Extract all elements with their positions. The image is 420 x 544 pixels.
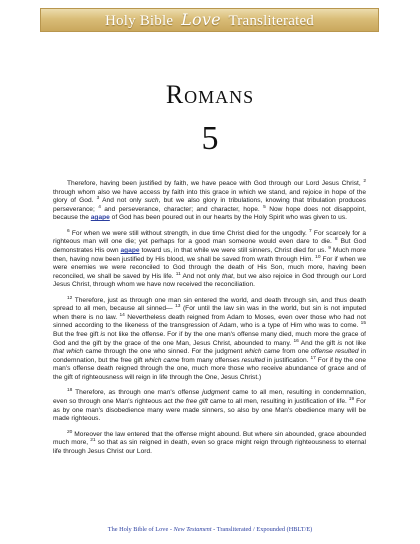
italic-text: is	[100, 331, 106, 338]
text-run: , but we also rejoice in God through our Lord Jesus Christ, through whom we have now received the reconciliation.	[53, 272, 366, 289]
text-run: And the gift	[298, 339, 338, 347]
text-run: (For until the law sin was in the world, but sin is not imputed when there is no law.	[53, 305, 366, 321]
text-run: Therefore, as through one man's offense	[72, 389, 203, 397]
text-run: of God has been poured out in our hearts by the Holy Spirit who was given to us.	[109, 214, 347, 222]
text-run: so that as sin reigned in death, even so grace might reign through righteousness to eternal life through Jesus Christ our Lord.	[53, 439, 366, 455]
banner-title-part1: Holy Bible	[104, 13, 174, 29]
text-run: from many offenses	[179, 356, 242, 364]
text-run: , but we also glory in tribulations, knowing that tribulation produces perseverance;	[53, 197, 366, 213]
verse-number: 14	[119, 312, 125, 318]
text-run: not like	[342, 339, 366, 347]
banner-title	[105, 10, 314, 30]
text-run: came to all men, resulting in condemnation, even so through one Man's righteous act	[53, 389, 366, 405]
italic-text: resulted	[241, 356, 266, 364]
chapter-number: 5	[201, 120, 219, 157]
verse-number: 21	[90, 438, 96, 443]
verse-number: 4	[98, 204, 101, 210]
text-run: Therefore, having been justified by faith, we have peace with God through our Lord Jesus Christ,	[67, 180, 364, 187]
text-run: in condemnation, but the free gift	[53, 348, 367, 364]
text-run: through whom also we have access by faith into this grace in which we stand, and rejoice in hope of the glory of God.	[53, 188, 366, 205]
verse-number: 10	[315, 254, 321, 260]
page-footer	[0, 526, 420, 533]
verse-number: 9	[328, 245, 331, 251]
footer-part2: - Transliterated / Expounded (HBLT/E)	[211, 526, 313, 533]
footer-part1: The Holy Bible of Love -	[107, 526, 174, 533]
italic-text: the free gift	[174, 397, 208, 405]
text-run: Therefore, just as through one man sin entered the world, and death through sin, and thus death spread to all men, because all sinned—	[53, 296, 366, 313]
text-run: in justification.	[265, 356, 311, 364]
text-run: Nevertheless death reigned from Adam to Moses, even over those who had not sinned according to the likeness of the transgression of Adam, who is a type of Him who was to come.	[53, 313, 366, 330]
verse-number: 16	[293, 338, 299, 344]
header-banner	[40, 8, 379, 32]
verse-number: 18	[67, 388, 73, 394]
verse-number: 17	[310, 355, 316, 361]
paragraph	[53, 297, 366, 383]
text-run: For if when we were enemies we were reconciled to God through the death of His Son, much more, having been reconciled, we shall be saved by His life.	[53, 255, 366, 280]
text-run: Now hope does not disappoint, because the	[53, 205, 366, 222]
chapter-text	[53, 180, 366, 463]
verse-number: 13	[175, 304, 181, 310]
text-run: But the free gift	[53, 331, 101, 338]
italic-text: judgment	[202, 389, 230, 397]
italic-text: that which	[53, 348, 84, 356]
paragraph	[53, 389, 366, 423]
agape-link[interactable]: agape	[90, 214, 110, 222]
italic-text: such	[144, 197, 159, 205]
italic-text: that	[222, 272, 233, 280]
text-run: toward us, in that while we were still sinners, Christ died for us.	[139, 246, 329, 254]
verse-number: 5	[263, 204, 266, 210]
verse-number: 20	[67, 429, 73, 435]
text-run: And not only	[180, 272, 222, 280]
verse-number: 6	[67, 228, 70, 234]
verse-number: 7	[309, 228, 312, 234]
text-run: For when we were still without strength, in due time Christ died for the ungodly.	[69, 229, 310, 237]
agape-link[interactable]: agape	[120, 246, 140, 254]
paragraph	[53, 180, 366, 223]
verse-number: 11	[175, 271, 181, 277]
text-run: Much more then, having now been justified by His blood, we shall be saved from wrath through Him.	[53, 246, 366, 263]
text-run: from one	[279, 348, 312, 356]
text-run: For as by one man's disobedience many were made sinners, so also by one Man's obedience many will be made righteous.	[53, 397, 366, 423]
text-run: and perseverance, character; and character, hope.	[100, 205, 264, 213]
verse-number: 19	[348, 396, 355, 402]
verse-number: 12	[67, 295, 73, 301]
footer-italic: New Testament	[173, 526, 212, 533]
paragraph	[53, 230, 366, 290]
banner-title-part2: Transliterated	[228, 13, 315, 29]
text-run: not like the offense. For if by the one man's offense many died, much more the grace of God and the gift by the grace of the one Man, Jesus Christ, abounded to many.	[53, 331, 366, 347]
text-run: came through the one who sinned. For the judgment	[83, 348, 245, 356]
banner-title-script: Love	[181, 10, 221, 29]
text-run: came to all men, resulting in justification of life.	[207, 397, 349, 405]
text-run: For if by the one man's offense death reigned through the one, much more those who receive abundance of grace and of the gift of righteousness will reign in life through the One, Jesus Christ.)	[53, 356, 366, 381]
verse-number: 8	[334, 237, 338, 243]
text-run: But God demonstrates His own	[53, 238, 366, 254]
verse-number: 2	[363, 178, 366, 184]
verse-number: 15	[360, 321, 366, 327]
paragraph	[53, 431, 366, 457]
italic-text: which came	[244, 348, 280, 356]
italic-text: which came	[144, 356, 180, 364]
italic-text: is	[337, 339, 343, 347]
italic-text: offense resulted	[311, 348, 359, 356]
verse-number: 3	[96, 195, 100, 201]
text-run: For scarcely for a righteous man will one die; yet perhaps for a good man someone would even dare to die.	[53, 229, 366, 246]
text-run: And not only	[99, 197, 145, 205]
text-run: Moreover the law entered that the offense might abound. But where sin abounded, grace abounded much more,	[53, 430, 366, 447]
book-title: Romans	[165, 80, 255, 109]
